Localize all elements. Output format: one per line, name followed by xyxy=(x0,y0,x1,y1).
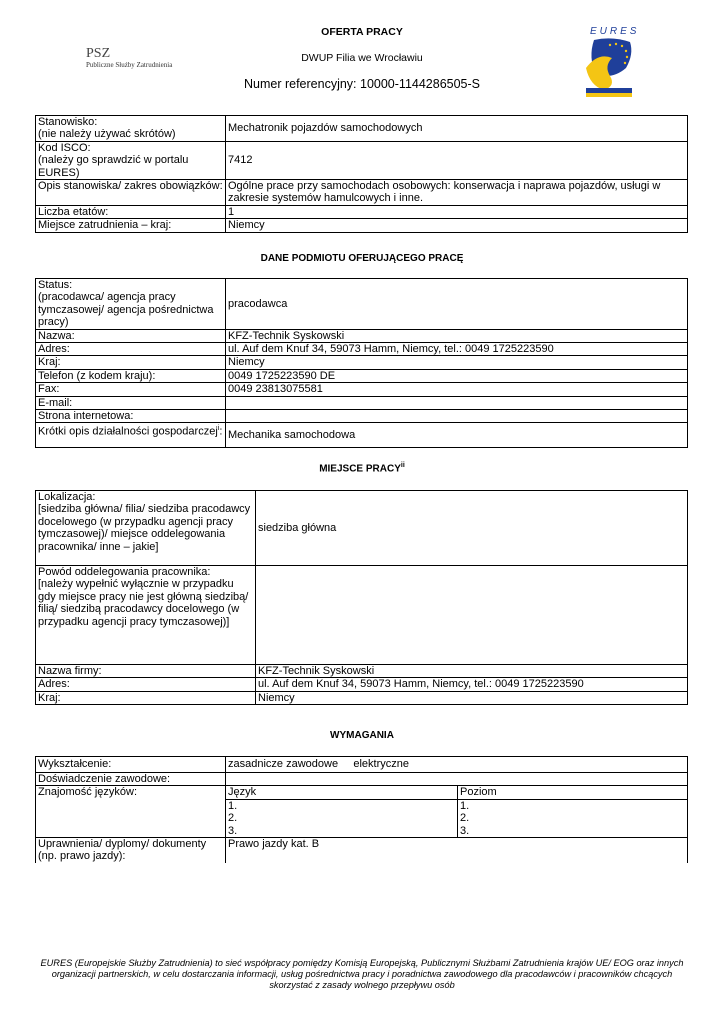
svg-text:EURES: EURES xyxy=(590,26,640,37)
workplace-address-label: Adres: xyxy=(36,678,256,691)
fax-value: 0049 23813075581 xyxy=(226,383,688,396)
experience-value xyxy=(226,773,688,786)
duties-label: Opis stanowiska/ zakres obowiązków: xyxy=(36,180,226,206)
country-value: Niemcy xyxy=(226,219,688,232)
email-label: E-mail: xyxy=(36,396,226,409)
eures-logo-icon xyxy=(582,24,640,100)
employer-country-value: Niemcy xyxy=(226,356,688,369)
isco-value: 7412 xyxy=(226,141,688,179)
employer-address-label: Adres: xyxy=(36,343,226,356)
employer-country-label: Kraj: xyxy=(36,356,226,369)
workplace-address-value: ul. Auf dem Knuf 34, 59073 Hamm, Niemcy, tel.: 0049 1725223590 xyxy=(256,678,688,691)
phone-label: Telefon (z kodem kraju): xyxy=(36,369,226,382)
level-list: 1. 2. 3. xyxy=(458,799,688,837)
duties-value: Ogólne prace przy samochodach osobowych: konserwacja i naprawa pojazdów, usługi w zakresie systemów hamulcowych i inne. xyxy=(226,180,688,206)
table-row xyxy=(36,838,688,863)
table-row xyxy=(36,665,688,678)
table-row xyxy=(36,566,688,665)
business-desc-value: Mechanika samochodowa xyxy=(226,423,688,448)
email-value xyxy=(226,396,688,409)
table-row xyxy=(36,757,688,773)
fax-label: Fax: xyxy=(36,383,226,396)
document-title: OFERTA PRACY xyxy=(321,26,403,38)
reference-number: Numer referencyjny: 10000-1144286505-S xyxy=(243,77,481,91)
employer-section-title: DANE PODMIOTU OFERUJĄCEGO PRACĘ xyxy=(260,253,464,264)
table-row xyxy=(36,786,688,799)
location-value: siedziba główna xyxy=(256,491,688,566)
education-value: zasadnicze zawodowe elektryczne xyxy=(226,757,688,773)
employer-table xyxy=(35,278,688,448)
employer-address-value: ul. Auf dem Knuf 34, 59073 Hamm, Niemcy, tel.: 0049 1725223590 xyxy=(226,343,688,356)
website-label: Strona internetowa: xyxy=(36,410,226,423)
table-row xyxy=(36,396,688,409)
education-label: Wykształcenie: xyxy=(36,757,226,773)
table-row xyxy=(36,423,688,448)
table-row xyxy=(36,343,688,356)
job-table xyxy=(35,115,688,233)
office-name: DWUP Filia we Wrocławiu xyxy=(301,52,423,64)
licenses-label: Uprawnienia/ dyplomy/ dokumenty (np. prawo jazdy): xyxy=(36,838,226,863)
table-row xyxy=(36,678,688,691)
table-row xyxy=(36,116,688,142)
isco-label: Kod ISCO: (należy go sprawdzić w portalu EURES) xyxy=(36,141,226,179)
employer-name-value: KFZ-Technik Syskowski xyxy=(226,329,688,342)
secondment-reason-value xyxy=(256,566,688,665)
experience-label: Doświadczenie zawodowe: xyxy=(36,773,226,786)
location-label: Lokalizacja: [siedziba główna/ filia/ siedziba pracodawcy docelowego (w przypadku agencji pracy tymczasowej)/ miejsce oddelegowania pracownika/ inne – jakie] xyxy=(36,491,256,566)
footer-note: EURES (Europejskie Służby Zatrudnienia) to sieć współpracy pomiędzy Komisją Europejską, Publicznymi Służbami Zatrudnienia krajów UE/ EOG oraz innych organizacji partnerskich, w celu dostarczania informacji, usług pośrednictwa pracy i poradnictwa zawodowego dla pracodawców i pracowników chcących skorzystać z zasady wolnego przepływu osób xyxy=(40,958,684,991)
workplace-country-label: Kraj: xyxy=(36,691,256,704)
company-name-value: KFZ-Technik Syskowski xyxy=(256,665,688,678)
table-row xyxy=(36,279,688,330)
language-list: 1. 2. 3. xyxy=(226,799,458,837)
country-label: Miejsce zatrudnienia – kraj: xyxy=(36,219,226,232)
workplace-country-value: Niemcy xyxy=(256,691,688,704)
table-row xyxy=(36,356,688,369)
business-desc-label: Krótki opis działalności gospodarczej$^i$: xyxy=(36,423,226,448)
table-row xyxy=(36,219,688,232)
status-label: Status: (pracodawca/ agencja pracy tymczasowej/ agencja pośrednictwa pracy) xyxy=(36,279,226,330)
workplace-section-title: MIEJSCE PRACY$^{ii}$ xyxy=(319,462,405,475)
level-column-header: Poziom xyxy=(458,786,688,799)
position-value: Mechatronik pojazdów samochodowych xyxy=(226,116,688,142)
language-column-header: Język xyxy=(226,786,458,799)
workplace-table xyxy=(35,490,688,705)
employer-name-label: Nazwa: xyxy=(36,329,226,342)
requirements-table xyxy=(35,756,688,863)
psz-logo xyxy=(86,46,172,69)
table-row xyxy=(36,205,688,218)
table-row xyxy=(36,491,688,566)
table-row xyxy=(36,691,688,704)
phone-value: 0049 1725223590 DE xyxy=(226,369,688,382)
table-row xyxy=(36,180,688,206)
psz-logo-name: Publiczne Służby Zatrudnienia xyxy=(86,61,173,69)
requirements-section-title: WYMAGANIA xyxy=(330,730,394,741)
psz-logo-abbr: PSZ xyxy=(86,46,111,61)
table-row xyxy=(36,773,688,786)
company-name-label: Nazwa firmy: xyxy=(36,665,256,678)
positions-count-value: 1 xyxy=(226,205,688,218)
status-value: pracodawca xyxy=(226,279,688,330)
table-row xyxy=(36,329,688,342)
table-row xyxy=(36,383,688,396)
languages-label: Znajomość języków: xyxy=(36,786,226,838)
table-row xyxy=(36,141,688,179)
positions-count-label: Liczba etatów: xyxy=(36,205,226,218)
position-label: Stanowisko: (nie należy używać skrótów) xyxy=(36,116,226,142)
secondment-reason-label: Powód oddelegowania pracownika: [należy wypełnić wyłącznie w przypadku gdy miejsce pracy nie jest główną siedzibą/ filią/ siedzibą pracodawcy docelowego (w przypadku agencji pracy tymczasowej)] xyxy=(36,566,256,665)
table-row xyxy=(36,410,688,423)
table-row xyxy=(36,369,688,382)
licenses-value: Prawo jazdy kat. B xyxy=(226,838,688,863)
website-value xyxy=(226,410,688,423)
